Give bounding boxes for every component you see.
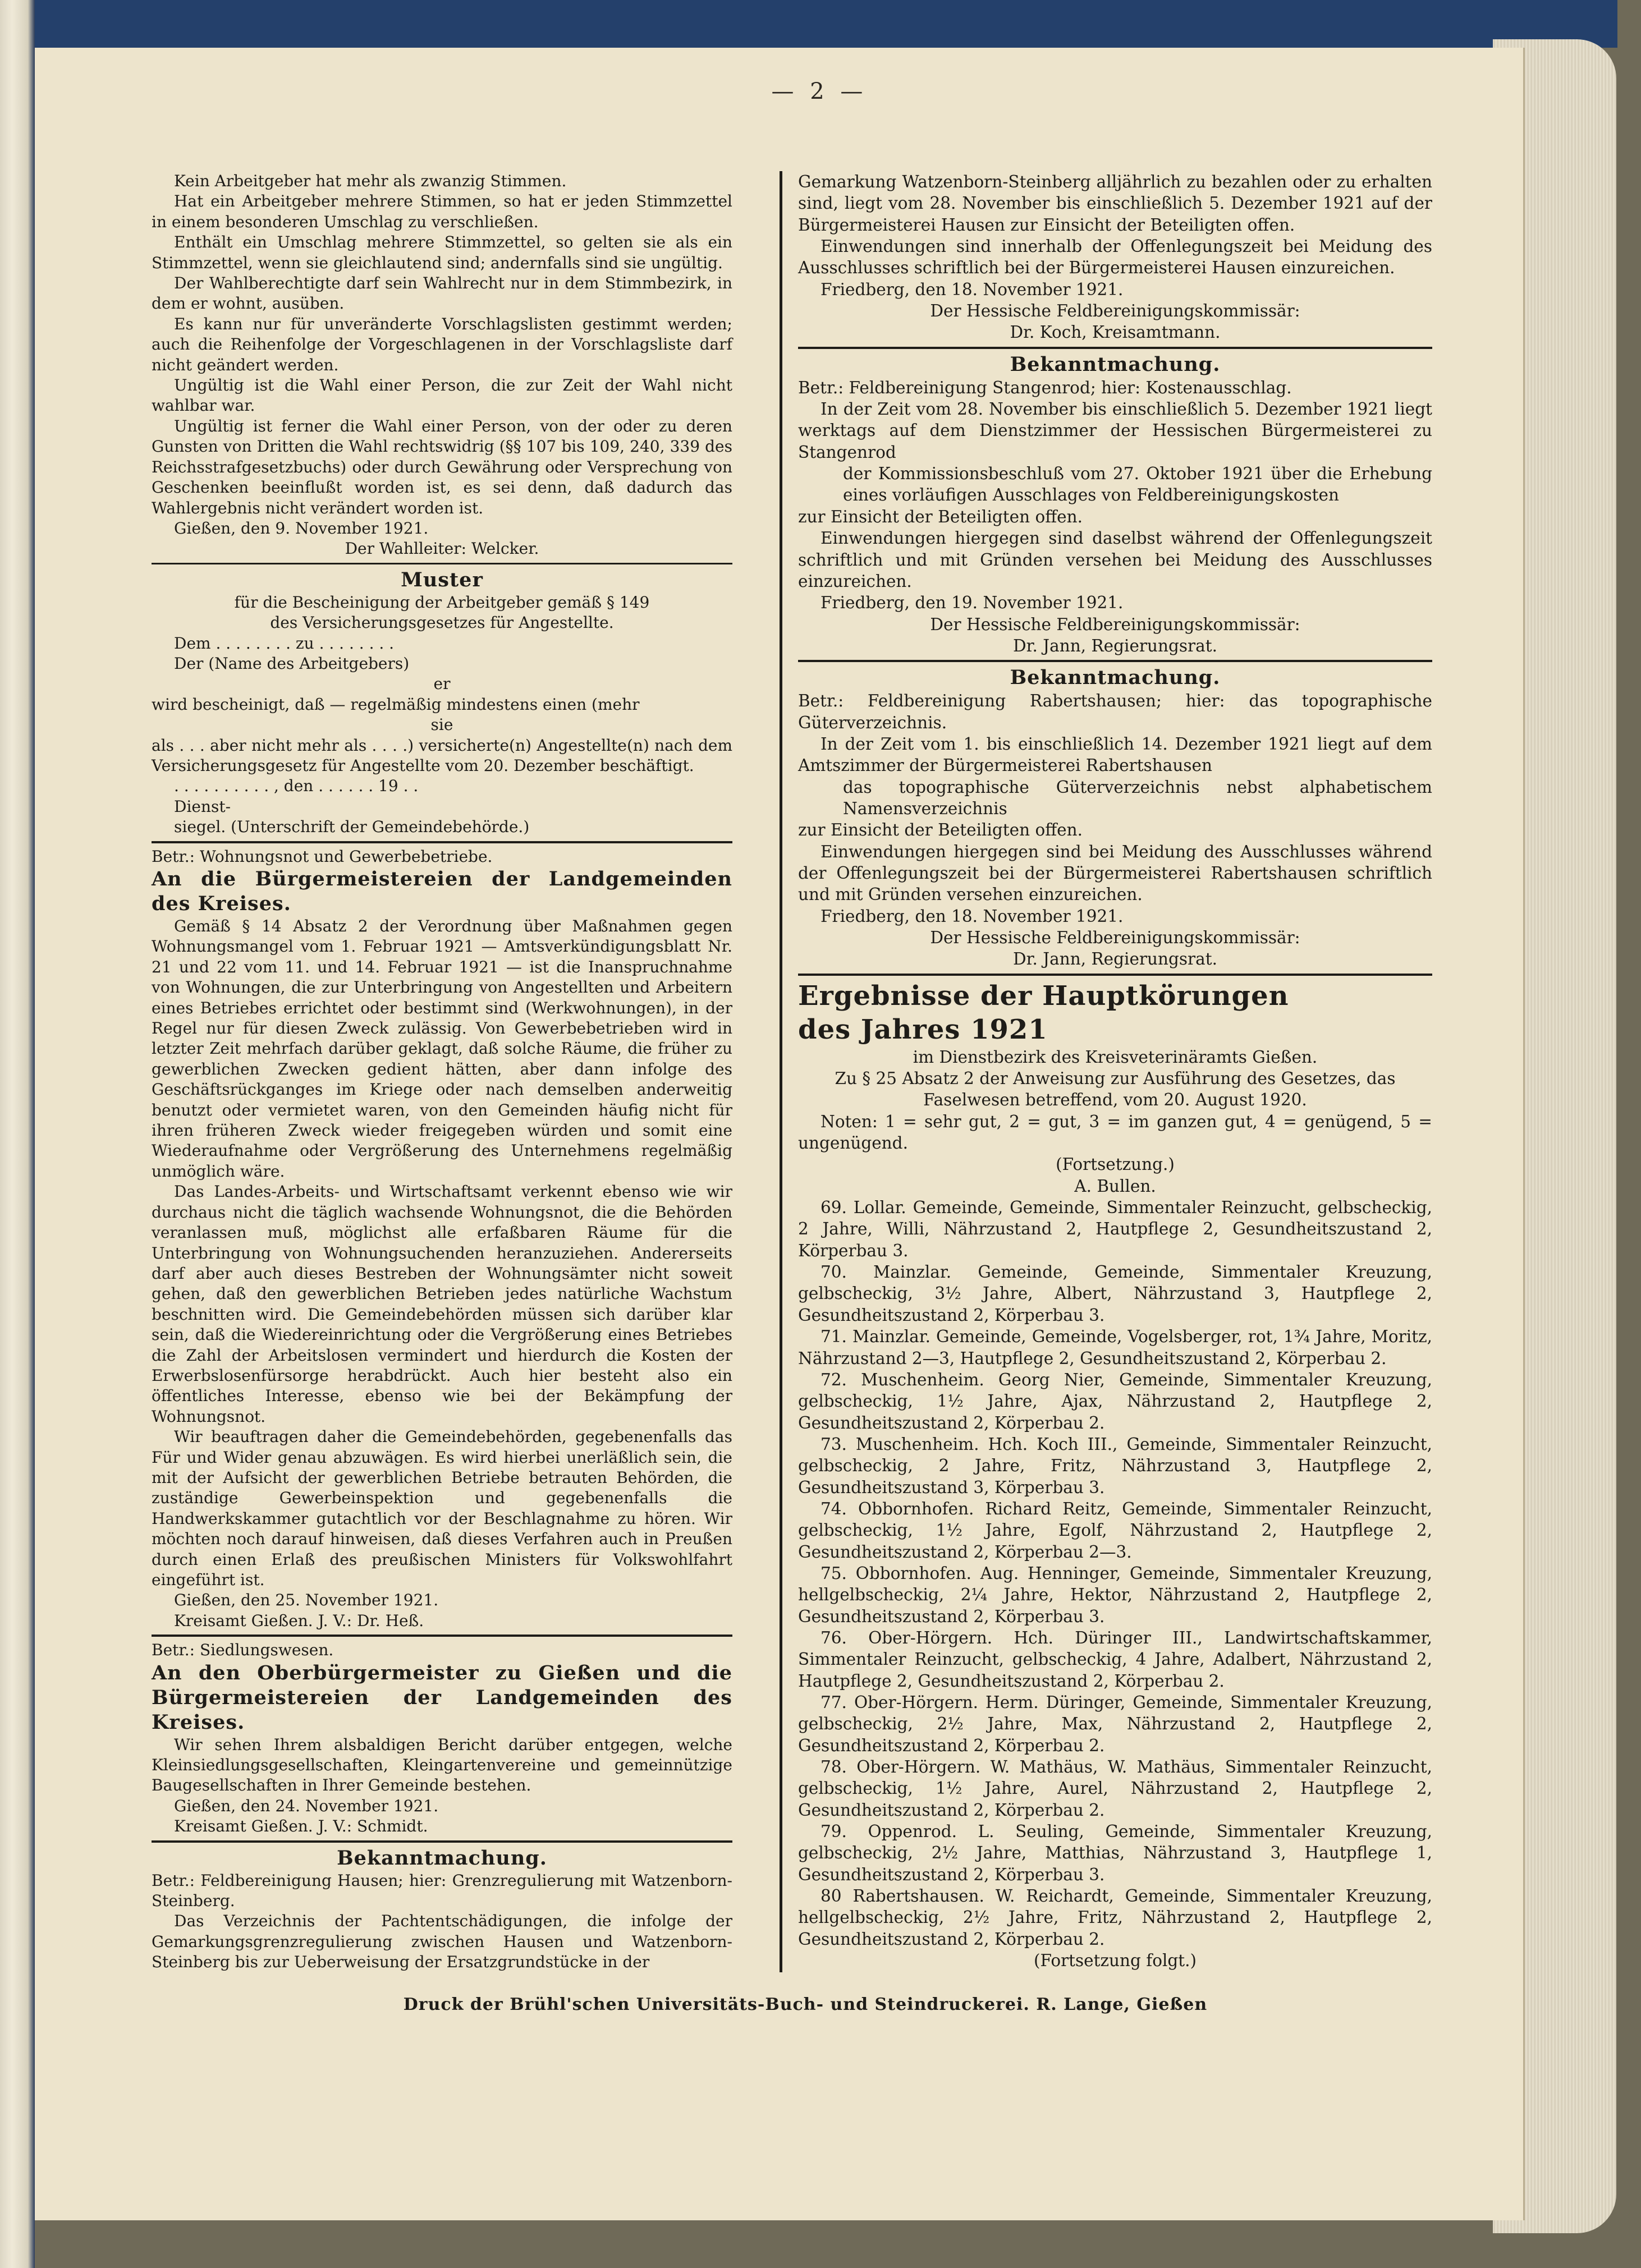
- text-paragraph: Wir sehen Ihrem alsbaldigen Bericht darüber entgegen, welche Kleinsiedlungsgesellschaften, Kleingartenvereine und gemeinnützige Baugesellschaften in Ihrer Gemeinde bestehen.: [152, 1735, 732, 1795]
- text-paragraph: zur Einsicht der Beteiligten offen.: [798, 820, 1083, 840]
- text-paragraph: zur Einsicht der Beteiligten offen.: [798, 507, 1083, 526]
- text-paragraph: Betr.: Feldbereinigung Hausen; hier: Grenzregulierung mit Watzenborn-Steinberg.: [152, 1871, 732, 1911]
- text-paragraph: Dienst-: [174, 797, 231, 816]
- text-paragraph: Dem . . . . . . . . zu . . . . . . . .: [174, 633, 395, 653]
- text-paragraph: A. Bullen.: [1074, 1176, 1156, 1196]
- text-paragraph: Wir beauftragen daher die Gemeindebehörden, gegebenenfalls das Für und Wider genau abzuwägen. Es wird hierbei unerläßlich sein, die mit der Aufsicht der gewerblichen Betriebe betrauten Behörden, die zuständige Gewerbeinspektion und gegebenenfalls die Handwerkskammer gutachtlich vor der Beschlagnahme zu hören. Wir möchten noch darauf hinweisen, daß dieses Verfahren auch in Preußen durch einen Erlaß des preußischen Ministers für Volkswohlfahrt eingeführt ist.: [152, 1427, 732, 1589]
- text-paragraph: im Dienstbezirk des Kreisveterinäramts Gießen.: [913, 1047, 1318, 1067]
- text-paragraph: 73. Muschenheim. Hch. Koch III., Gemeinde, Simmentaler Reinzucht, gelbscheckig, 2 Jahre, Fritz, Nährzustand 3, Hautpflege 2, Gesundheitszustand 3, Körperbau 3.: [798, 1434, 1432, 1497]
- book-binding: [0, 0, 35, 2268]
- text-paragraph: In der Zeit vom 28. November bis einschließlich 5. Dezember 1921 liegt werktags auf dem Dienstzimmer der Hessischen Bürgermeisterei zu Stangenrod: [798, 400, 1432, 462]
- text-paragraph: Friedberg, den 18. November 1921.: [820, 279, 1124, 299]
- text-paragraph: Es kann nur für unveränderte Vorschlagslisten gestimmt werden; auch die Reihenfolge der Vorgeschlagenen in der Vorschlagsliste darf nicht geändert werden.: [152, 314, 732, 374]
- text-paragraph: Einwendungen hiergegen sind daselbst während der Offenlegungszeit schriftlich und mit Gründen versehen bei Meidung des Ausschlusses einzureichen.: [798, 529, 1432, 591]
- text-paragraph: Der Wahlberechtigte darf sein Wahlrecht nur in dem Stimmbezirk, in dem er wohnt, ausüben.: [152, 274, 732, 313]
- text-paragraph: Gießen, den 25. November 1921.: [174, 1591, 439, 1610]
- text-paragraph: Dr. Koch, Kreisamtmann.: [1010, 323, 1221, 342]
- text-paragraph: das topographische Güterverzeichnis nebst alphabetischem Namensverzeichnis: [843, 777, 1432, 818]
- text-paragraph: Das Landes-Arbeits- und Wirtschaftsamt verkennt ebenso wie wir durchaus nicht die täglich wachsende Wohnungsnot, die die Behörden veranlassen muß, möglichst alle erfaßbaren Räume für die Unterbringung von Wohnungsuchenden heranzuziehen. Andererseits darf aber auch dieses Bestreben der Wohnungsämter nicht soweit gehen, daß den gewerblichen Betrieben jedes natürliche Wachstum beschnitten wird. Die Gemeindebehörden müssen sich darüber klar sein, daß die Wiedereinrichtung oder die Vergrößerung eines Betriebes die Zahl der Arbeitslosen vermindert und hierdurch die Kosten der Erwerbslosenfürsorge herabdrückt. Auch hier besteht also ein öffentliches Interesse, ebenso wie bei der Bekämpfung der Wohnungsnot.: [152, 1182, 732, 1426]
- text-paragraph: Kreisamt Gießen. J. V.: Schmidt.: [174, 1817, 428, 1836]
- section-rule: [152, 841, 732, 843]
- section-heading: An die Bürgermeistereien der Landgemeinden des Kreises.: [152, 867, 732, 915]
- text-paragraph: er: [433, 674, 451, 694]
- text-paragraph: In der Zeit vom 1. bis einschließlich 14. Dezember 1921 liegt auf dem Amtszimmer der Bürgermeisterei Rabertshausen: [798, 734, 1432, 775]
- text-paragraph: Ungültig ist die Wahl einer Person, die zur Zeit der Wahl nicht wahlbar war.: [152, 376, 732, 415]
- text-paragraph: (Fortsetzung folgt.): [1033, 1951, 1197, 1971]
- section-rule: [798, 660, 1432, 662]
- text-paragraph: Noten: 1 = sehr gut, 2 = gut, 3 = im ganzen gut, 4 = genügend, 5 = ungenügend.: [798, 1112, 1432, 1153]
- text-paragraph: Gießen, den 24. November 1921.: [174, 1796, 439, 1815]
- column-divider: [780, 171, 782, 1972]
- text-paragraph: als . . . aber nicht mehr als . . . .) versicherte(n) Angestellte(n) nach dem Versicherungsgesetz für Angestellte vom 20. Dezember beschäftigt.: [152, 736, 732, 775]
- section-heading: Ergebnisse der Hauptkörungen: [798, 980, 1289, 1012]
- text-paragraph: Betr.: Feldbereinigung Rabertshausen; hier: das topographische Güterverzeichnis.: [798, 691, 1432, 732]
- text-paragraph: Kein Arbeitgeber hat mehr als zwanzig Stimmen.: [174, 172, 567, 190]
- text-paragraph: 76. Ober-Hörgern. Hch. Düringer III., Landwirtschaftskammer, Simmentaler Reinzucht, gelbscheckig, 4 Jahre, Adalbert, Nährzustand 2, Hautpflege 2, Gesundheitszustand 2, Körperbau 2.: [798, 1628, 1432, 1691]
- text-paragraph: 74. Obbornhofen. Richard Reitz, Gemeinde, Simmentaler Reinzucht, gelbscheckig, 1½ Jahre, Egolf, Nährzustand 2, Hautpflege 2, Gesundheitszustand 2, Körperbau 2—3.: [798, 1499, 1432, 1562]
- text-paragraph: Betr.: Feldbereinigung Stangenrod; hier: Kostenausschlag.: [798, 378, 1292, 397]
- text-paragraph: Dr. Jann, Regierungsrat.: [1013, 636, 1217, 655]
- text-paragraph: Gießen, den 9. November 1921.: [174, 518, 429, 538]
- text-paragraph: 75. Obbornhofen. Aug. Henninger, Gemeinde, Simmentaler Kreuzung, hellgelbscheckig, 2¼ Jahre, Hektor, Nährzustand 2, Hautpflege 2, Gesundheitszustand 2, Körperbau 3.: [798, 1563, 1432, 1626]
- left-column: [152, 171, 732, 1973]
- right-column: [798, 171, 1432, 1971]
- text-paragraph: Dr. Jann, Regierungsrat.: [1013, 949, 1217, 969]
- text-paragraph: siegel. (Unterschrift der Gemeindebehörde.): [174, 818, 530, 837]
- text-paragraph: 70. Mainzlar. Gemeinde, Gemeinde, Simmentaler Kreuzung, gelbscheckig, 3½ Jahre, Albert, Nährzustand 3, Hautpflege 2, Gesundheitszustand 2, Körperbau 3.: [798, 1262, 1432, 1325]
- section-rule: [152, 563, 732, 564]
- printer-imprint: Druck der Brühl'schen Universitäts-Buch- und Steindruckerei. R. Lange, Gießen: [403, 1995, 1208, 2014]
- text-paragraph: Einwendungen hiergegen sind bei Meidung des Ausschlusses während der Offenlegungszeit bei der Bürgermeisterei Rabertshausen schriftlich und mit Gründen versehen einzureichen.: [798, 842, 1432, 905]
- section-heading: Bekanntmachung.: [1010, 352, 1221, 376]
- section-heading: An den Oberbürgermeister zu Gießen und die Bürgermeistereien der Landgemeinden des Kreises.: [152, 1661, 732, 1734]
- text-paragraph: 71. Mainzlar. Gemeinde, Gemeinde, Vogelsberger, rot, 1¾ Jahre, Moritz, Nährzustand 2—3, Hautpflege 2, Gesundheitszustand 2, Körperbau 2.: [798, 1327, 1432, 1368]
- text-paragraph: Der (Name des Arbeitgebers): [174, 654, 410, 673]
- text-paragraph: Gemarkung Watzenborn-Steinberg alljährlich zu bezahlen oder zu erhalten sind, liegt vom 28. November bis einschließlich 5. Dezember 1921 auf der Bürgermeisterei Hausen zur Einsicht der Beteiligten offen.: [798, 172, 1432, 235]
- section-heading: Muster: [401, 568, 483, 591]
- text-paragraph: Friedberg, den 18. November 1921.: [820, 906, 1124, 926]
- text-paragraph: 79. Oppenrod. L. Seuling, Gemeinde, Simmentaler Kreuzung, gelbscheckig, 2½ Jahre, Matthias, Nährzustand 3, Hautpflege 1, Gesundheitszustand 2, Körperbau 3.: [798, 1822, 1432, 1884]
- text-paragraph: der Kommissionsbeschluß vom 27. Oktober 1921 über die Erhebung eines vorläufigen Ausschlages von Feldbereinigungskosten: [843, 464, 1432, 505]
- text-paragraph: Ungültig ist ferner die Wahl einer Person, von der oder zu deren Gunsten von Dritten die Wahl rechtswidrig (§§ 107 bis 109, 240, 339 des Reichsstrafgesetzbuchs) oder durch Gewährung oder Versprechung von Geschenken beeinflußt worden ist, es sei denn, daß dadurch das Wahlergebnis nicht verändert worden ist.: [152, 416, 732, 517]
- text-paragraph: (Fortsetzung.): [1056, 1155, 1175, 1174]
- text-paragraph: 72. Muschenheim. Georg Nier, Gemeinde, Simmentaler Kreuzung, gelbscheckig, 1½ Jahre, Ajax, Nährzustand 2, Hautpflege 2, Gesundheitszustand 2, Körperbau 2.: [798, 1370, 1432, 1433]
- text-paragraph: des Versicherungsgesetzes für Angestellte.: [270, 613, 614, 632]
- text-paragraph: Einwendungen sind innerhalb der Offenlegungszeit bei Meidung des Ausschlusses schriftlich bei der Bürgermeisterei Hausen einzureichen.: [798, 237, 1432, 278]
- section-heading: des Jahres 1921: [798, 1013, 1048, 1045]
- text-paragraph: 69. Lollar. Gemeinde, Gemeinde, Simmentaler Reinzucht, gelbscheckig, 2 Jahre, Willi, Nährzustand 2, Hautpflege 2, Gesundheitszustand 2, Körperbau 3.: [798, 1198, 1432, 1260]
- text-paragraph: 80 Rabertshausen. W. Reichardt, Gemeinde, Simmentaler Kreuzung, hellgelbscheckig, 2½ Jahre, Fritz, Nährzustand 2, Hautpflege 2, Gesundheitszustand 2, Körperbau 2.: [798, 1886, 1432, 1949]
- text-paragraph: Der Hessische Feldbereinigungskommissär:: [930, 301, 1300, 321]
- text-paragraph: 77. Ober-Hörgern. Herm. Düringer, Gemeinde, Simmentaler Kreuzung, gelbscheckig, 2½ Jahre, Max, Nährzustand 2, Hautpflege 2, Gesundheitszustand 2, Körperbau 2.: [798, 1693, 1432, 1755]
- text-paragraph: Kreisamt Gießen. J. V.: Dr. Heß.: [174, 1611, 424, 1630]
- text-paragraph: wird bescheinigt, daß — regelmäßig mindestens einen (mehr: [152, 695, 640, 714]
- section-rule: [152, 1840, 732, 1843]
- section-rule: [798, 974, 1432, 976]
- text-paragraph: Der Hessische Feldbereinigungskommissär:: [930, 928, 1300, 947]
- text-paragraph: Friedberg, den 19. November 1921.: [820, 593, 1124, 613]
- section-rule: [798, 347, 1432, 349]
- text-paragraph: Enthält ein Umschlag mehrere Stimmzettel, so gelten sie als ein Stimmzettel, wenn sie gleichlautend sind; andernfalls sind sie ungültig.: [152, 233, 732, 272]
- text-paragraph: Hat ein Arbeitgeber mehrere Stimmen, so hat er jeden Stimmzettel in einem besonderen Umschlag zu verschließen.: [152, 192, 732, 231]
- text-paragraph: Der Wahlleiter: Welcker.: [345, 539, 539, 558]
- text-paragraph: 78. Ober-Hörgern. W. Mathäus, W. Mathäus, Simmentaler Reinzucht, gelbscheckig, 1½ Jahre, Aurel, Nährzustand 2, Hautpflege 2, Gesundheitszustand 2, Körperbau 2.: [798, 1757, 1432, 1820]
- text-paragraph: für die Bescheinigung der Arbeitgeber gemäß § 149: [234, 593, 650, 612]
- text-paragraph: Betr.: Siedlungswesen.: [152, 1641, 334, 1660]
- section-heading: Bekanntmachung.: [337, 1846, 547, 1870]
- text-paragraph: sie: [430, 715, 453, 734]
- cover-edge: [35, 0, 1617, 48]
- text-paragraph: Betr.: Wohnungsnot und Gewerbebetriebe.: [152, 847, 493, 866]
- section-rule: [152, 1635, 732, 1637]
- page-number: — 2 —: [771, 79, 868, 104]
- text-paragraph: Gemäß § 14 Absatz 2 der Verordnung über Maßnahmen gegen Wohnungsmangel vom 1. Februar 1921 — Amtsverkündigungsblatt Nr. 21 und 22 vom 11. und 14. Februar 1921 — ist die Inanspruchnahme von Wohnungen, die zur Unterbringung von Angestellten und Arbeitern eines Betriebes errichtet oder bestimmt sind (Werkwohnungen), in der Regel nur für diesen Zweck zulässig. Von Gewerbebetrieben wird in letzter Zeit mehrfach darüber geklagt, daß solche Räume, die früher zu gewerblichen Zwecken gedient hätten, aber dann infolge des Geschäftsrückganges im Kriege oder nach demselben anderweitig benutzt oder vermietet waren, von den Gemeinden häufig nicht für ihren früheren Zweck wieder freigegeben würden und somit eine Wiederaufnahme oder Vergrößerung des Unternehmens regelmäßig unmöglich wäre.: [152, 917, 732, 1181]
- text-paragraph: Zu § 25 Absatz 2 der Anweisung zur Ausführung des Gesetzes, das Faselwesen betreffend, vom 20. August 1920.: [835, 1069, 1396, 1110]
- text-paragraph: . . . . . . . . . . , den . . . . . . 19 . .: [174, 777, 419, 796]
- text-paragraph: Das Verzeichnis der Pachtentschädigungen, die infolge der Gemarkungsgrenzregulierung zwischen Hausen und Watzenborn-Steinberg bis zur Ueberweisung der Ersatzgrundstücke in der: [152, 1912, 732, 1972]
- section-heading: Bekanntmachung.: [1010, 666, 1221, 690]
- text-paragraph: Der Hessische Feldbereinigungskommissär:: [930, 614, 1300, 634]
